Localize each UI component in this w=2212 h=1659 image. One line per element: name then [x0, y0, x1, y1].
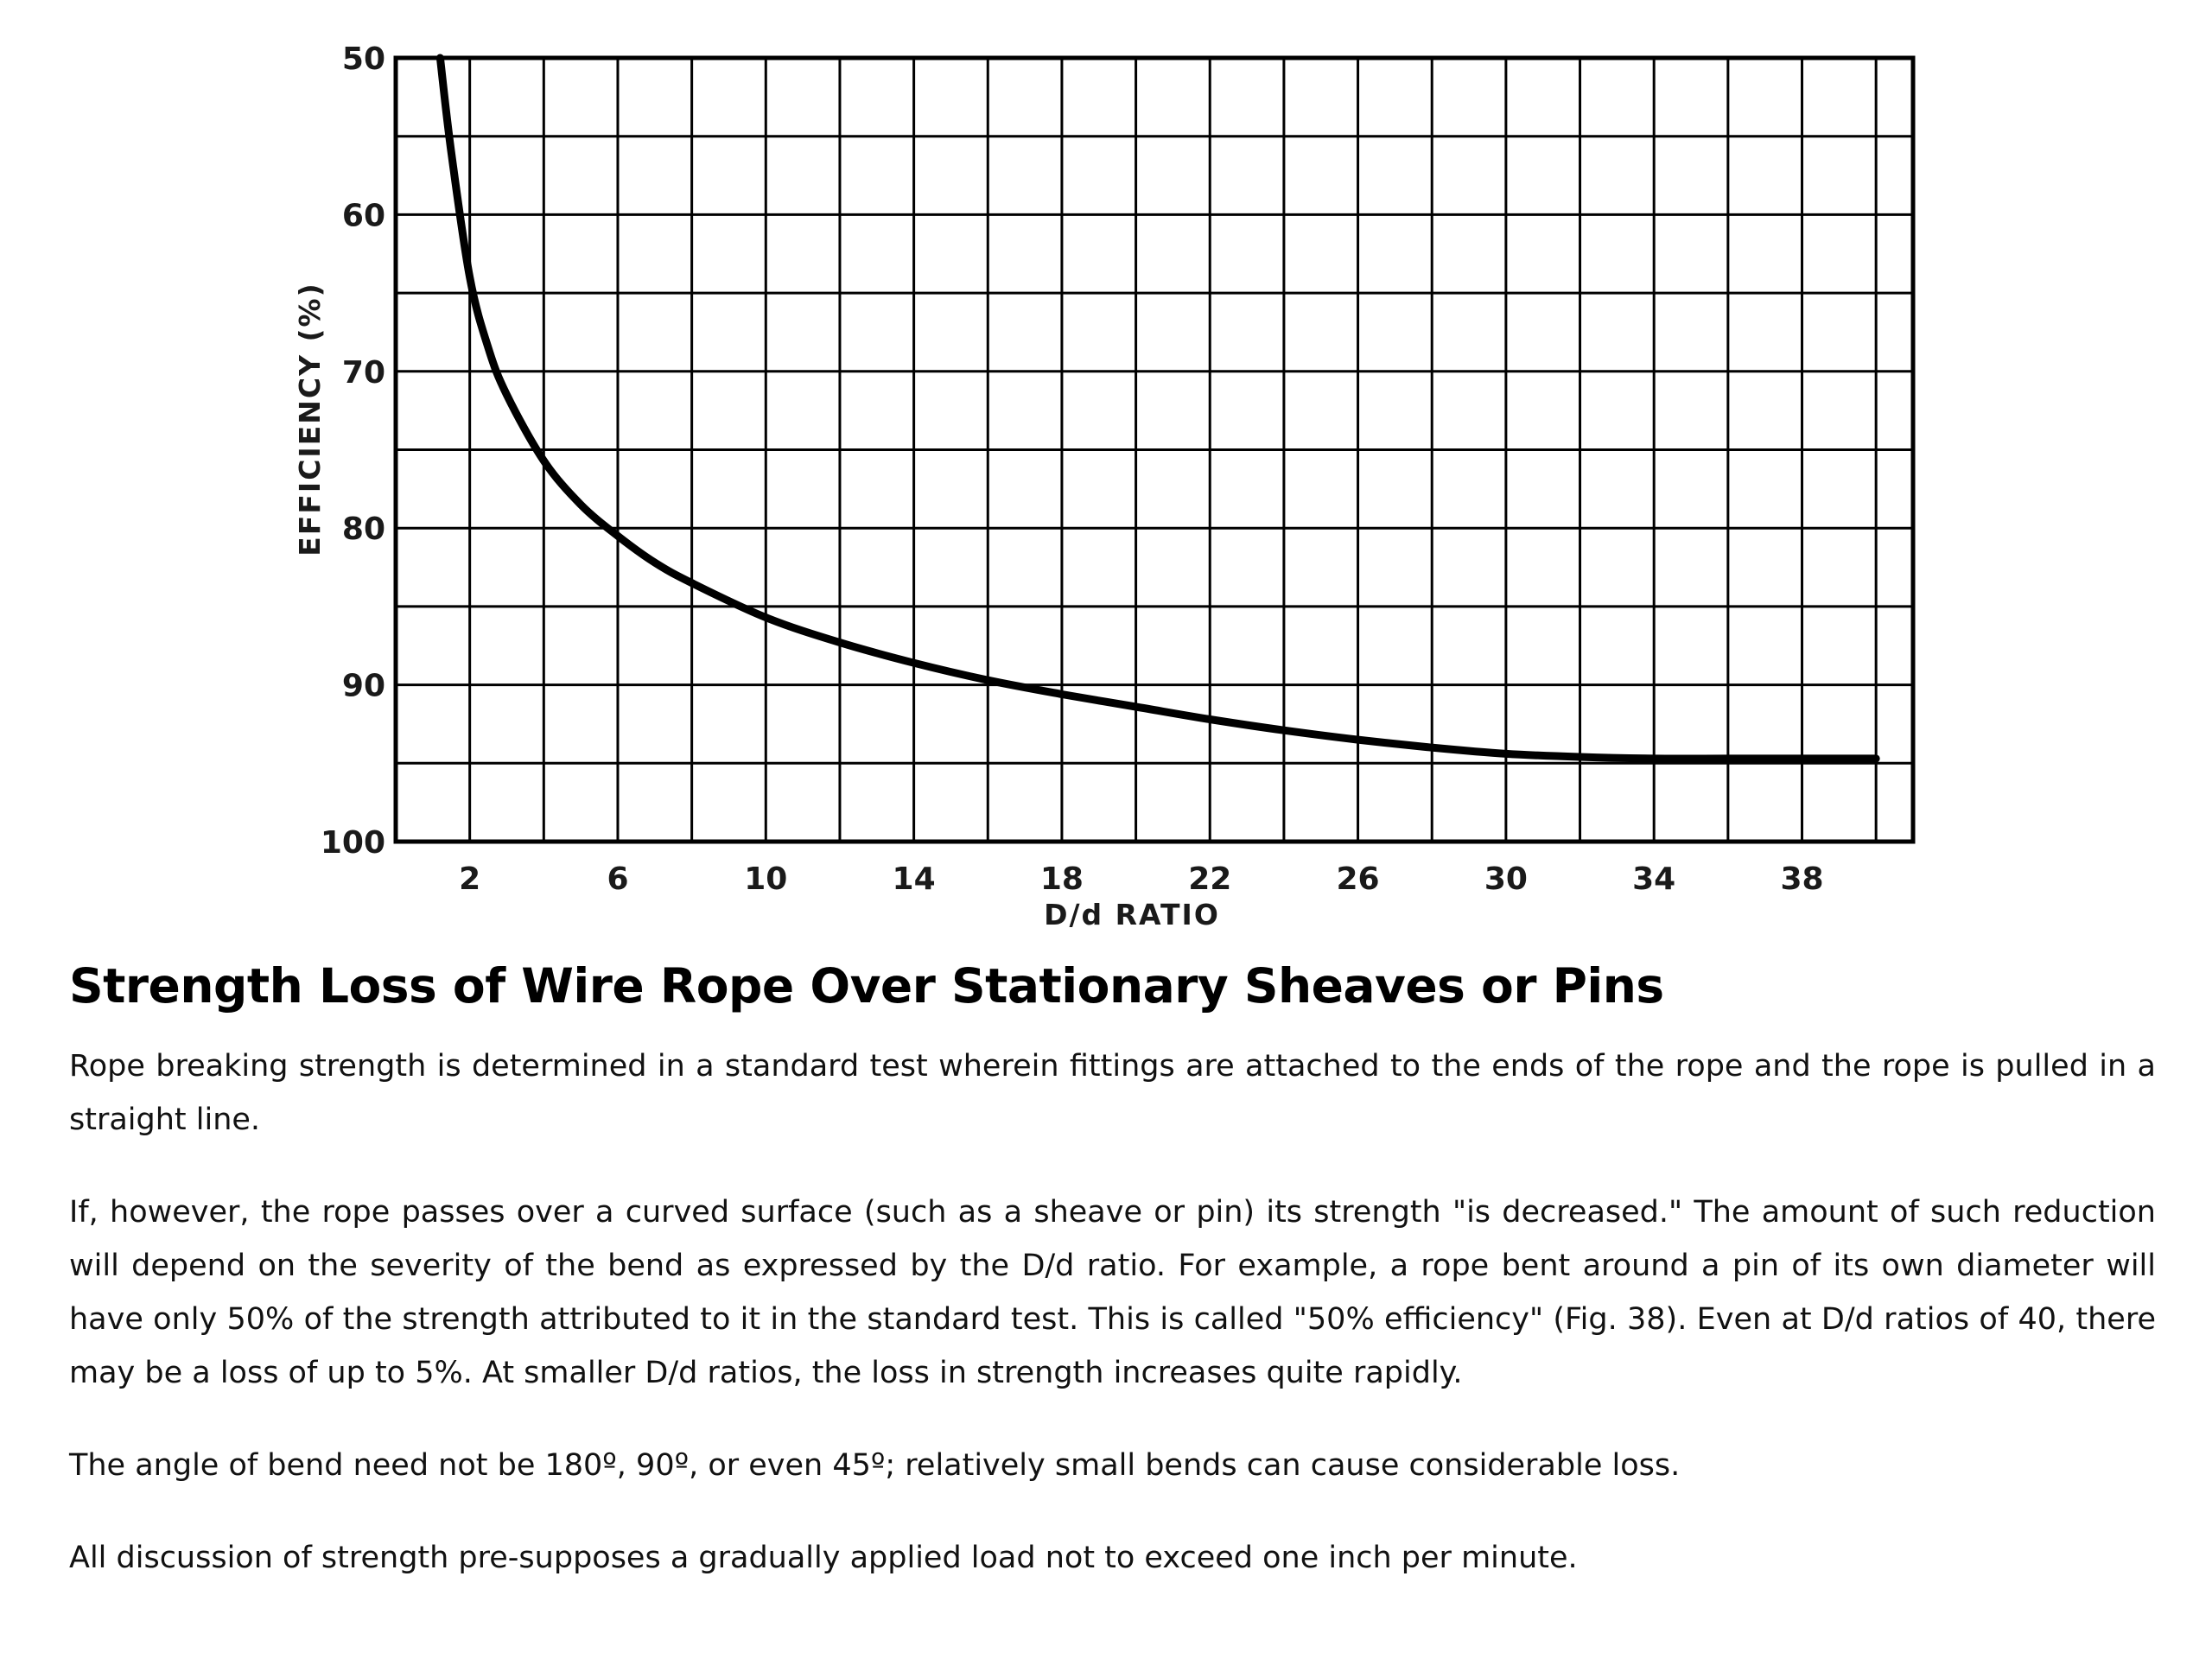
y-tick-label: 60: [341, 198, 385, 234]
x-tick-label: 2: [459, 861, 481, 897]
y-tick-label: 80: [341, 512, 385, 548]
x-tick-label: 6: [607, 861, 629, 897]
x-axis-label: D/d RATIO: [1044, 898, 1220, 931]
paragraph-2: If, however, the rope passes over a curved surface (such as a sheave or pin) its strength "is decreased." The amount of such reduction will depend on the severity of the bend as expressed by the D/d ratio. For example, a rope bent around a pin of its own diameter will have only 50% of the strength attributed to it in the standard test. This is called "50% efficiency" (Fig. 38). Even at D/d ratios of 40, there may be a loss of up to 5%. At smaller D/d ratios, the loss in strength increases quite rapidly.: [69, 1195, 2156, 1390]
article: [69, 955, 2156, 1624]
y-axis-label: EFFICIENCY (%): [293, 282, 327, 556]
y-tick-label: 100: [320, 825, 385, 861]
y-tick-label: 90: [341, 668, 385, 704]
efficiency-curve: [440, 58, 1876, 759]
y-tick-labels: [321, 41, 385, 861]
x-tick-label: 38: [1780, 861, 1824, 897]
y-tick-label: 70: [341, 354, 385, 391]
x-tick-label: 10: [744, 861, 788, 897]
x-tick-label: 26: [1336, 861, 1380, 897]
article-title: Strength Loss of Wire Rope Over Stationary Sheaves or Pins: [69, 958, 1664, 1014]
x-tick-label: 18: [1039, 861, 1084, 897]
x-tick-label: 34: [1632, 861, 1676, 897]
x-tick-label: 30: [1484, 861, 1528, 897]
paragraph-3: The angle of bend need not be 180º, 90º, or even 45º; relatively small bends can cause considerable loss.: [69, 1448, 1681, 1483]
x-tick-labels: [459, 861, 1823, 897]
paragraph-4: All discussion of strength pre-supposes a gradually applied load not to exceed one inch per minute.: [69, 1541, 1578, 1575]
x-tick-label: 14: [892, 861, 936, 897]
grid-lines: [396, 58, 1913, 842]
paragraph-1: Rope breaking strength is determined in a standard test wherein fittings are attached to the ends of the rope and the rope is pulled in a straight line.: [69, 1049, 2156, 1137]
y-tick-label: 50: [341, 41, 385, 77]
x-tick-label: 22: [1188, 861, 1232, 897]
